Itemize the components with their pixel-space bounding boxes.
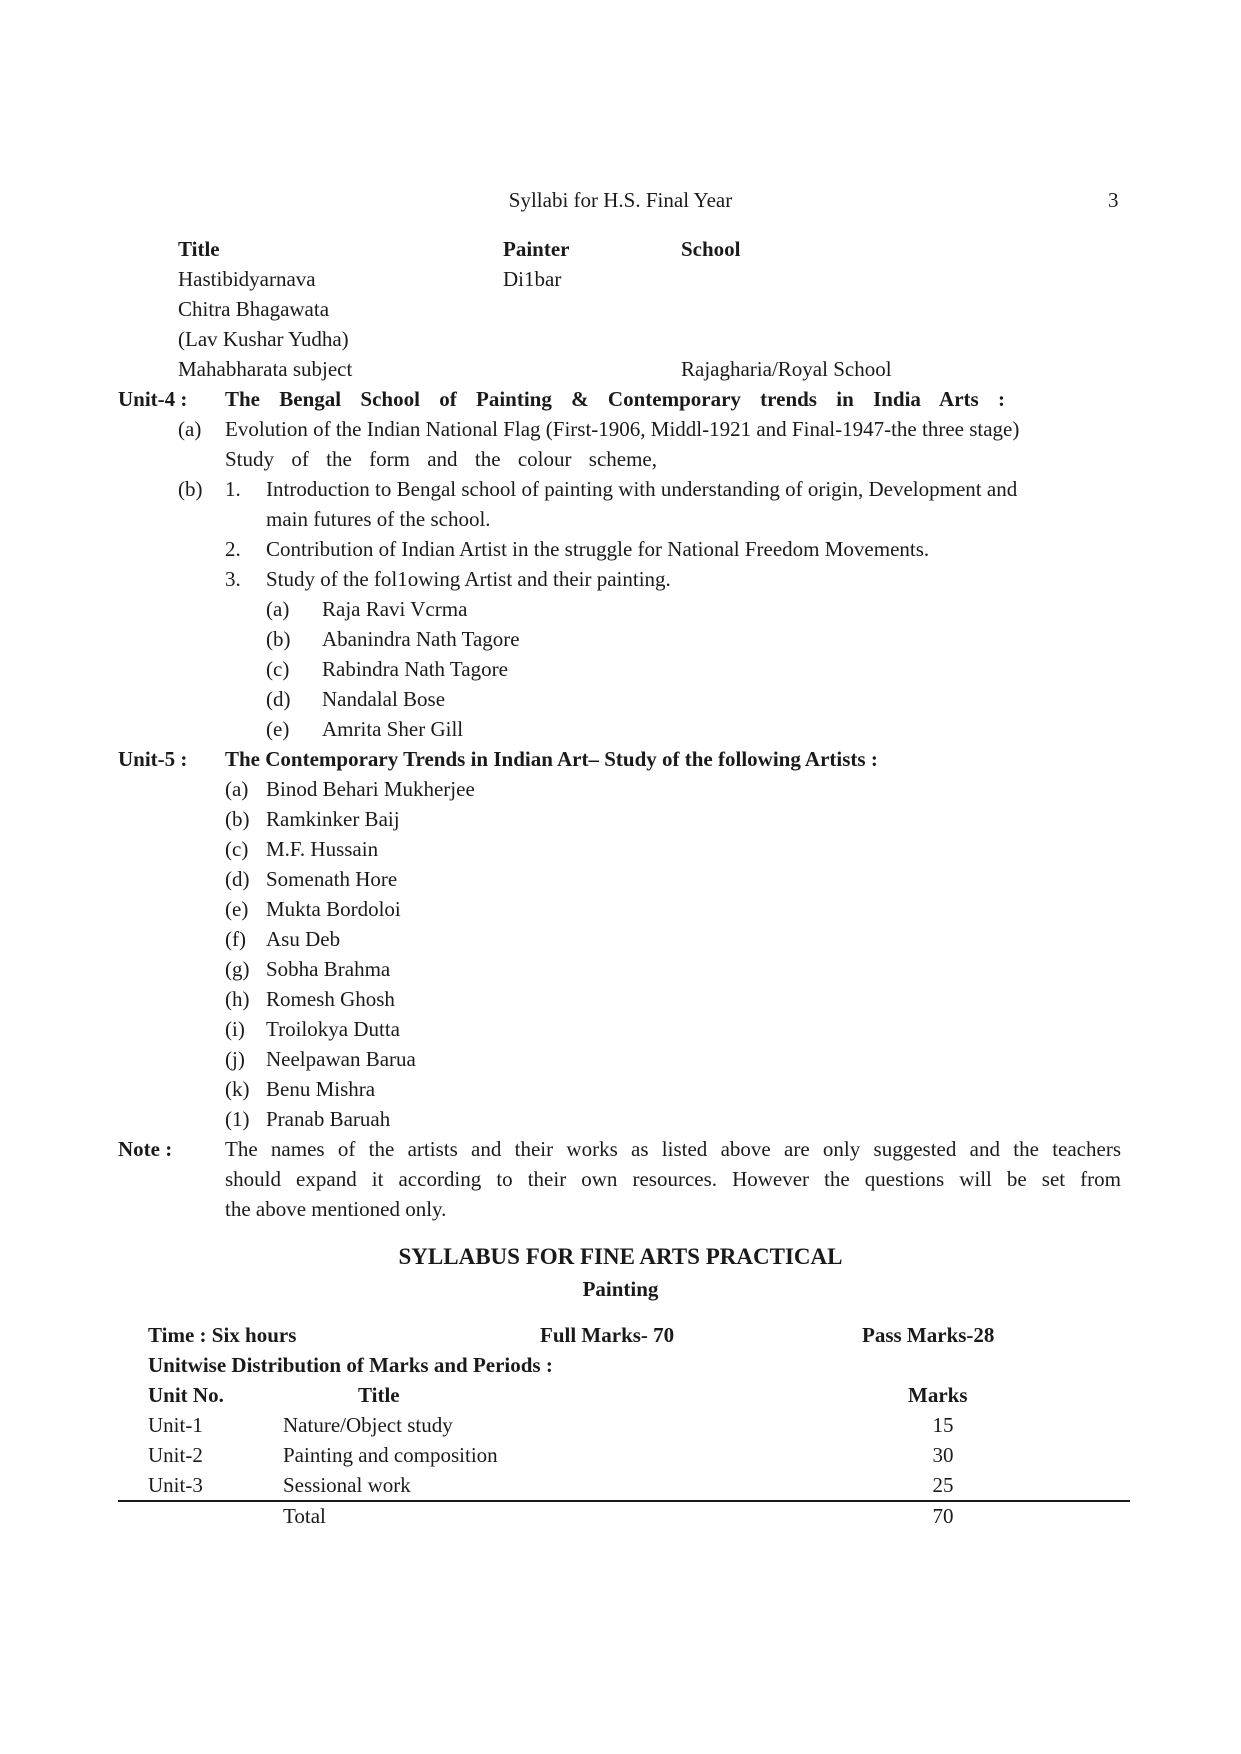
unit-4-b1-line1: Introduction to Bengal school of painting with understanding of origin, Development and	[266, 477, 1018, 501]
total-marks: 70	[932, 1504, 954, 1528]
artist-name: Romesh Ghosh	[266, 987, 395, 1011]
note-line: should expand it according to their own resources. However the questions will be set from	[225, 1167, 1121, 1191]
item-marker: (b)	[225, 807, 250, 831]
note-line: the above mentioned only.	[225, 1197, 447, 1221]
total-label: Total	[283, 1504, 326, 1528]
unit-5-label: Unit-5 :	[118, 747, 188, 771]
item-marker: (b)	[266, 627, 291, 651]
item-number: 1.	[225, 477, 241, 501]
col-header-school: School	[681, 237, 741, 261]
painting-title: (Lav Kushar Yudha)	[178, 327, 349, 351]
item-marker: (d)	[225, 867, 250, 891]
item-marker: (c)	[225, 837, 249, 861]
unit-4-heading: The Bengal School of Painting & Contemporary trends in India Arts :	[225, 387, 1005, 411]
artist-name: Binod Behari Mukherjee	[266, 777, 475, 801]
item-marker: (g)	[225, 957, 250, 981]
painting-title: Hastibidyarnava	[178, 267, 316, 291]
artist-name: Pranab Baruah	[266, 1107, 391, 1131]
item-marker: (d)	[266, 687, 291, 711]
item-number: 3.	[225, 567, 241, 591]
painting-school: Rajagharia/Royal School	[681, 357, 892, 381]
page-number: 3	[1108, 188, 1119, 212]
distribution-heading: Unitwise Distribution of Marks and Periods :	[148, 1353, 553, 1377]
item-marker: (e)	[266, 717, 290, 741]
artist-name: M.F. Hussain	[266, 837, 379, 861]
item-marker: (h)	[225, 987, 250, 1011]
artist-name: Rabindra Nath Tagore	[322, 657, 508, 681]
unit-4-b2: Contribution of Indian Artist in the struggle for National Freedom Movements.	[266, 537, 930, 561]
artist-name: Amrita Sher Gill	[322, 717, 464, 741]
item-marker: (a)	[266, 597, 290, 621]
title-cell: Nature/Object study	[283, 1413, 453, 1437]
col-header-painter: Painter	[503, 237, 570, 261]
artist-name: Raja Ravi Vcrma	[322, 597, 468, 621]
artist-name: Sobha Brahma	[266, 957, 391, 981]
col-header-title: Title	[358, 1383, 400, 1407]
item-marker: (f)	[225, 927, 246, 951]
time-label: Time : Six hours	[148, 1323, 297, 1347]
item-marker: (a)	[178, 417, 202, 441]
pass-marks: Pass Marks-28	[862, 1323, 995, 1347]
col-header-marks: Marks	[908, 1383, 968, 1407]
unit-4-label: Unit-4 :	[118, 387, 188, 411]
marks-cell: 30	[932, 1443, 954, 1467]
unit-4-a-line1: Evolution of the Indian National Flag (First-1906, Middl-1921 and Final-1947-the three stage)	[225, 417, 1020, 441]
unit-cell: Unit-1	[148, 1413, 203, 1437]
running-header: Syllabi for H.S. Final Year	[508, 188, 733, 212]
artist-name: Benu Mishra	[266, 1077, 376, 1101]
item-marker: (c)	[266, 657, 290, 681]
col-header-unit: Unit No.	[148, 1383, 224, 1407]
unit-cell: Unit-3	[148, 1473, 203, 1497]
item-number: 2.	[225, 537, 241, 561]
note-line: The names of the artists and their works as listed above are only suggested and the teachers	[225, 1137, 1121, 1161]
artist-name: Somenath Hore	[266, 867, 398, 891]
artist-name: Troilokya Dutta	[266, 1017, 400, 1041]
artist-name: Ramkinker Baij	[266, 807, 400, 831]
unit-4-a-line2: Study of the form and the colour scheme,	[225, 447, 657, 471]
marks-cell: 25	[932, 1473, 954, 1497]
unit-4-b3: Study of the fol1owing Artist and their painting.	[266, 567, 671, 591]
painting-title: Chitra Bhagawata	[178, 297, 330, 321]
artist-name: Abanindra Nath Tagore	[322, 627, 520, 651]
item-marker: (k)	[225, 1077, 250, 1101]
total-divider	[118, 1500, 1130, 1502]
item-marker: (e)	[225, 897, 249, 921]
painting-title: Mahabharata subject	[178, 357, 353, 381]
unit-4-b1-line2: main futures of the school.	[266, 507, 491, 531]
title-cell: Painting and composition	[283, 1443, 498, 1467]
col-header-title: Title	[178, 237, 220, 261]
item-marker: (b)	[178, 477, 203, 501]
item-marker: (j)	[225, 1047, 245, 1071]
title-cell: Sessional work	[283, 1473, 411, 1497]
practical-title: SYLLABUS FOR FINE ARTS PRACTICAL	[398, 1244, 843, 1269]
note-label: Note :	[118, 1137, 173, 1161]
item-marker: (a)	[225, 777, 249, 801]
artist-name: Nandalal Bose	[322, 687, 446, 711]
item-marker: (1)	[225, 1107, 250, 1131]
unit-cell: Unit-2	[148, 1443, 203, 1467]
marks-cell: 15	[932, 1413, 954, 1437]
unit-5-heading: The Contemporary Trends in Indian Art– Study of the following Artists :	[225, 747, 878, 771]
artist-name: Mukta Bordoloi	[266, 897, 401, 921]
artist-name: Neelpawan Barua	[266, 1047, 416, 1071]
practical-subtitle: Painting	[582, 1277, 659, 1301]
painting-painter: Di1bar	[503, 267, 562, 291]
artist-name: Asu Deb	[266, 927, 341, 951]
full-marks: Full Marks- 70	[540, 1323, 675, 1347]
item-marker: (i)	[225, 1017, 245, 1041]
